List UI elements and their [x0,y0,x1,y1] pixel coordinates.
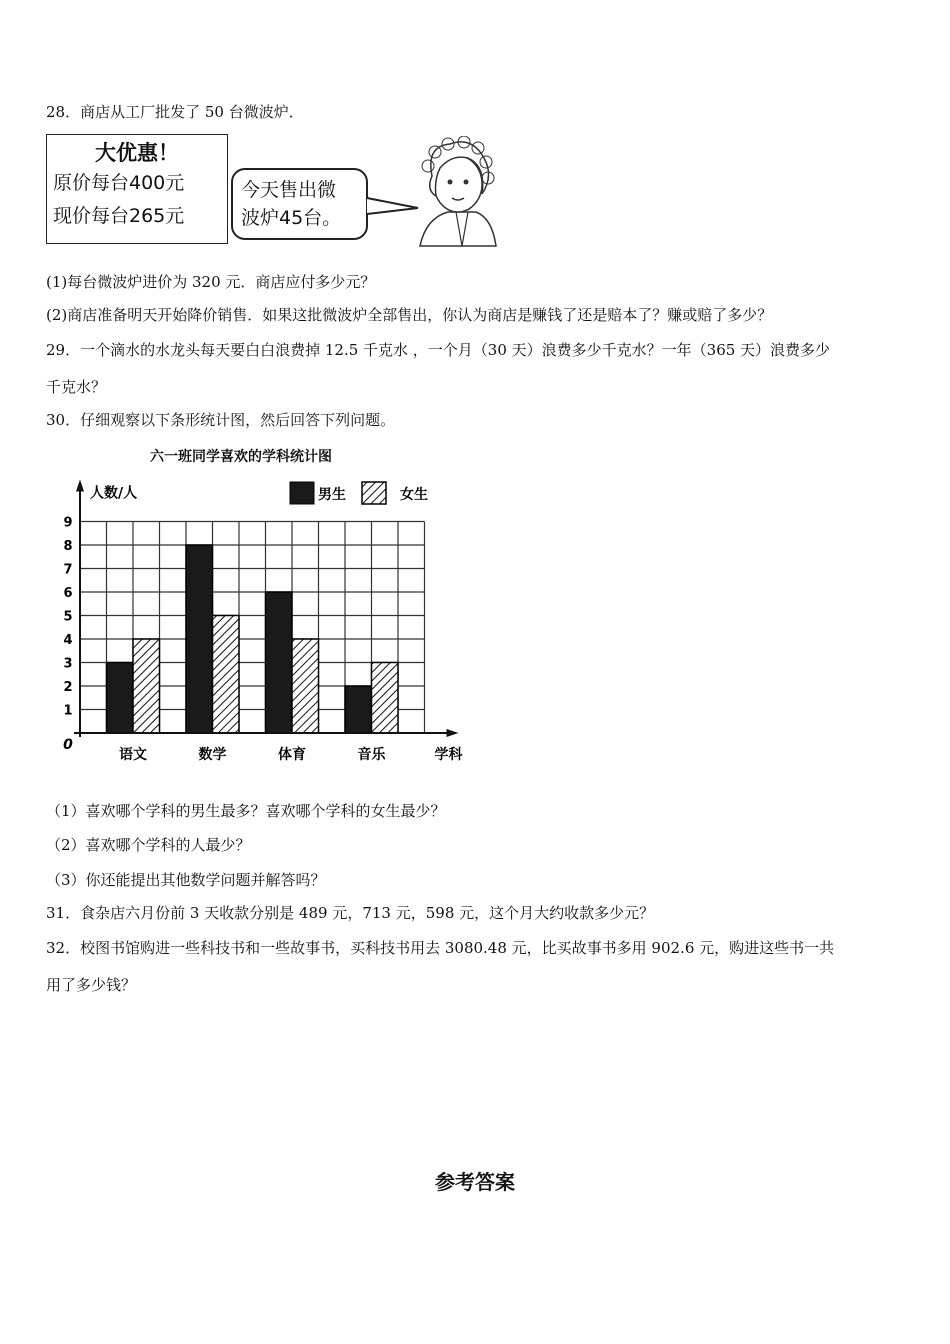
q28-sub1: (1)每台微波炉进价为 320 元．商店应付多少元？ [46,273,376,291]
y-tick-label: 9 [63,515,73,531]
bar-boys-1 [186,545,213,733]
y-tick-label: 2 [63,680,73,695]
sale-current-price: 现价每台265元 [53,205,185,227]
q30-sub3: （3）你还能提出其他数学问题并解答吗？ [46,871,326,889]
bar-girls-2 [292,639,319,733]
q28-sub2: (2)商店准备明天开始降价销售．如果这批微波炉全部售出，你认为商店是赚钱了还是赔本了？赚或赔了多少？ [46,306,773,324]
x-tick-label: 音乐 [357,747,386,763]
origin-label: 0 [63,737,73,753]
sale-title: 大优惠！ [95,141,179,165]
x-tick-label: 体育 [278,747,306,763]
bar-girls-1 [213,616,240,734]
answer-heading: 参考答案 [435,1170,515,1194]
y-tick-label: 6 [63,586,73,601]
bar-boys-3 [345,686,372,733]
y-tick-label: 5 [63,609,73,625]
q29-line1: 29．一个滴水的水龙头每天要白白浪费掉 12.5 千克水 ，一个月（30 天）浪费多少千克水？一年（365 天）浪费多少 [46,341,831,359]
y-tick-label: 8 [63,539,73,554]
y-axis-arrow [76,480,84,492]
legend-label-boys: 男生 [318,487,346,503]
sale-original-price: 原价每台400元 [53,172,185,194]
x-axis-arrow [447,729,459,737]
q30-sub2: （2）喜欢哪个学科的人最少？ [46,836,251,854]
x-tick-label: 数学 [198,747,227,763]
bar-girls-0 [133,639,160,733]
q28-stem: 28．商店从工厂批发了 50 台微波炉． [46,103,304,121]
q32-line2: 用了多少钱？ [46,976,137,994]
legend-swatch-boys [290,482,314,504]
legend-swatch-girls [362,482,386,504]
q30-sub1: （1）喜欢哪个学科的男生最多？喜欢哪个学科的女生最少？ [46,802,446,820]
y-tick-label: 4 [63,633,73,648]
speech-line-1: 今天售出微 [241,179,337,201]
q32-line1: 32．校图书馆购进一些科技书和一些故事书，买科技书用去 3080.48 元，比买故事书多用 902.6 元，购进这些书一共 [46,939,835,957]
speech-line-2: 波炉45台。 [241,207,342,229]
q31-text: 31．食杂店六月份前 3 天收款分别是 489 元，713 元，598 元，这个月大约收款多少元？ [46,904,655,922]
x-axis-label: 学科 [434,747,463,763]
y-tick-label: 7 [63,562,73,578]
legend-label-girls: 女生 [400,487,428,503]
q29-line2: 千克水？ [46,378,107,396]
y-tick-label: 3 [63,656,73,672]
bar-boys-0 [107,663,134,734]
chart-title: 六一班同学喜欢的学科统计图 [150,449,332,465]
q30-stem: 30．仔细观察以下条形统计图，然后回答下列问题。 [46,411,396,429]
bar-boys-2 [266,592,293,733]
y-tick-label: 1 [63,703,73,719]
x-tick-label: 语文 [119,747,147,763]
y-axis-label: 人数/人 [90,485,138,502]
bar-girls-3 [372,663,399,734]
